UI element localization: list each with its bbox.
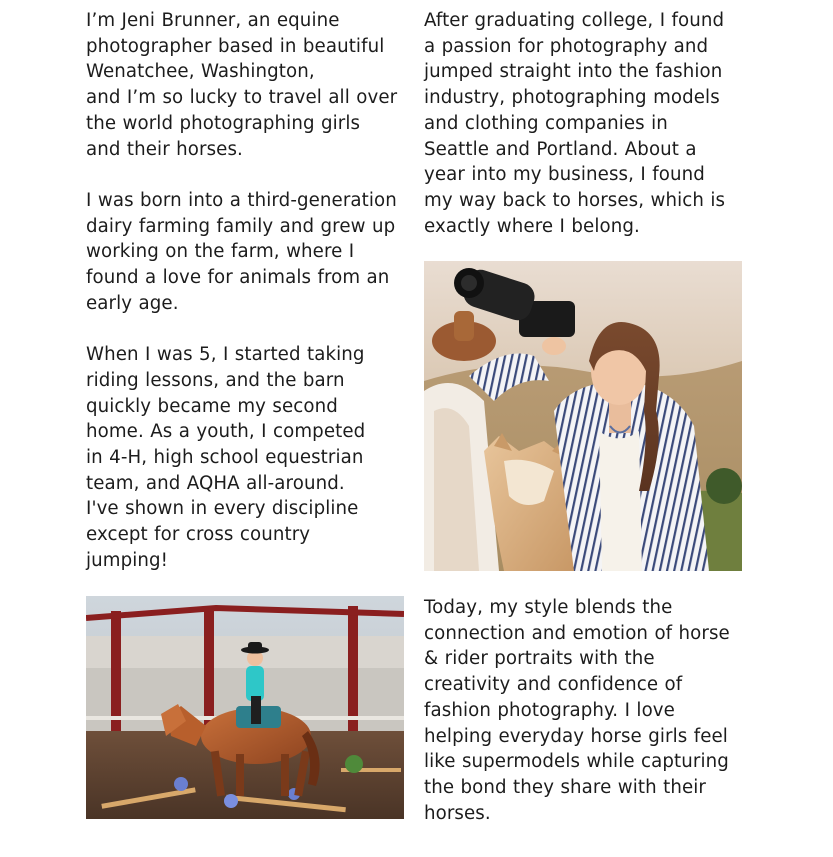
riding-history-paragraph: When I was 5, I started taking riding lessons, and the barn quickly became my second home. As a youth, I competed in 4-H, high school equestrian team, and AQHA all-around. I've shown in every discipline except for cross country jumping! (86, 344, 366, 571)
intro-paragraph: I’m Jeni Brunner, an equine photographer based in beautiful Wenatchee, Washington, and I’m so lucky to travel all over the world photographing girls and their horses. (86, 10, 398, 160)
style-text-column (424, 595, 754, 826)
career-paragraph: After graduating college, I found a passion for photography and jumped straight into the fashion industry, photographing models and clothing companies in Seattle and Portland. About a year into my business, I found my way back to horses, which is exactly where I belong. (424, 10, 726, 237)
career-text-column (424, 8, 754, 239)
youth-rider-arena-photo (86, 596, 404, 819)
photographer-portrait-photo (424, 261, 742, 571)
intro-text-column (86, 8, 416, 573)
background-paragraph: I was born into a third-generation dairy farming family and grew up working on the farm, where I found a love for animals from an early age. (86, 189, 397, 314)
style-paragraph: Today, my style blends the connection and emotion of horse & rider portraits with the creativity and confidence of fashion photography. I love helping everyday horse girls feel like supermodels while capturing the bond they share with their horses. (424, 597, 730, 824)
